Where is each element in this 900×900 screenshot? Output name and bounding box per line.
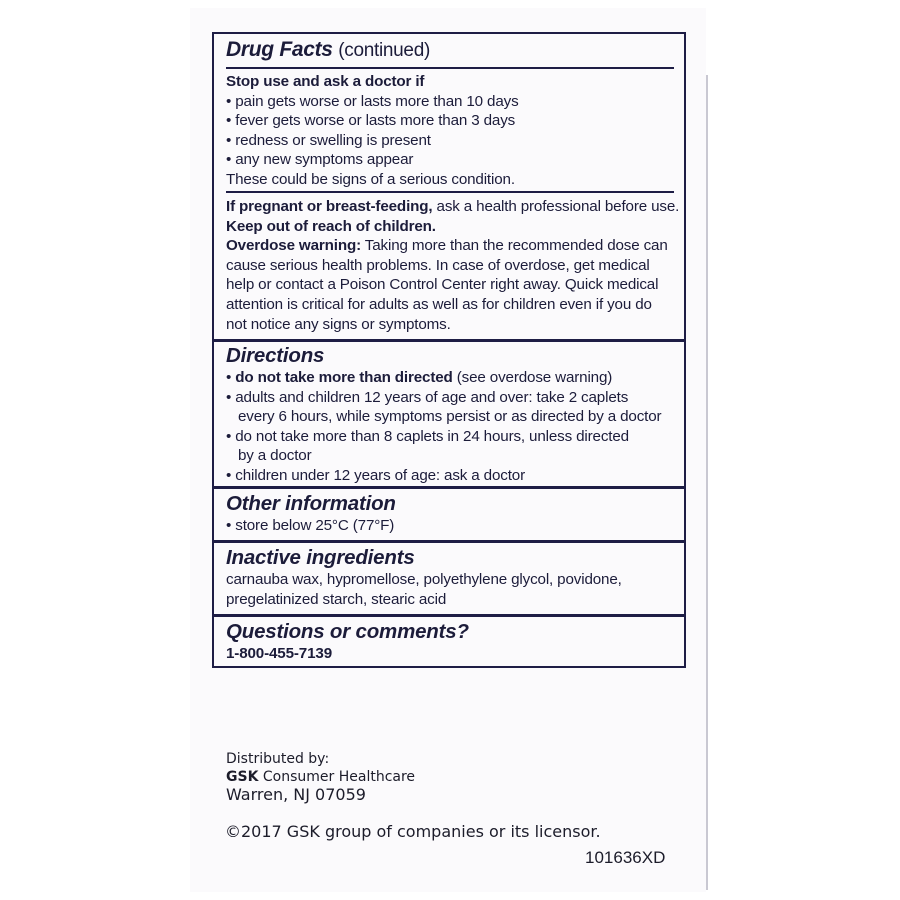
list-item: • pain gets worse or lasts more than 10 days (226, 92, 519, 110)
divider (226, 67, 674, 69)
list-item: • children under 12 years of age: ask a doctor (226, 466, 525, 484)
questions-section (214, 620, 684, 664)
phone-number[interactable]: 1-800-455-7139 (226, 645, 332, 662)
overdose-warning: Overdose warning: Taking more than the recommended dose can (226, 237, 668, 255)
list-item: • redness or swelling is present (226, 131, 431, 149)
section-divider (214, 339, 684, 342)
distributor-name: GSK Consumer Healthcare (226, 769, 416, 785)
list-item: • any new symptoms appear (226, 151, 414, 169)
distributor-block (226, 750, 415, 803)
list-item: • fever gets worse or lasts more than 3 days (226, 112, 516, 130)
directions-section (214, 344, 684, 486)
keep-out-warning: Keep out of reach of children. (226, 217, 436, 235)
overdose-text: attention is critical for adults as well as for children even if you do (226, 295, 652, 313)
list-item-continued: by a doctor (238, 447, 312, 465)
stop-use-heading: Stop use and ask a doctor if (226, 73, 425, 90)
list-item: • adults and children 12 years of age and over: take 2 caplets (226, 388, 629, 406)
product-code: 101636XD (585, 848, 666, 867)
ingredients-text: pregelatinized starch, stearic acid (226, 590, 447, 608)
list-item: • do not take more than 8 caplets in 24 hours, unless directed (226, 427, 629, 445)
stop-use-section (214, 72, 684, 190)
warnings-section (214, 197, 684, 334)
ingredients-text: carnauba wax, hypromellose, polyethylene glycol, povidone, (226, 571, 622, 588)
list-item: • do not take more than directed (see overdose warning) (226, 369, 613, 386)
panel-edge-line (706, 75, 708, 890)
other-info-section (214, 492, 684, 536)
stop-use-closing: These could be signs of a serious condition. (226, 170, 515, 188)
directions-heading: Directions (226, 344, 325, 367)
list-item: • store below 25°C (77°F) (226, 517, 395, 534)
list-item-continued: every 6 hours, while symptoms persist or as directed by a doctor (238, 408, 662, 426)
drug-facts-subtitle: (continued) (338, 40, 430, 61)
section-divider (214, 486, 684, 489)
distributor-address: Warren, NJ 07059 (226, 785, 366, 804)
copyright-text: ©2017 GSK group of companies or its licensor. (225, 822, 601, 841)
section-divider (214, 614, 684, 617)
inactive-ingredients-heading: Inactive ingredients (226, 546, 415, 569)
overdose-text: not notice any signs or symptoms. (226, 315, 451, 333)
divider (226, 191, 674, 193)
other-info-heading: Other information (226, 492, 396, 515)
distributed-label: Distributed by: (226, 751, 330, 767)
inactive-ingredients-section (214, 546, 684, 609)
overdose-text: cause serious health problems. In case of overdose, get medical (226, 256, 650, 274)
drug-facts-title: Drug Facts (226, 38, 333, 61)
questions-heading: Questions or comments? (226, 620, 469, 643)
drug-facts-header (214, 37, 684, 64)
overdose-text: help or contact a Poison Control Center right away. Quick medical (226, 276, 659, 294)
drug-facts-box (212, 32, 686, 668)
pregnancy-warning: If pregnant or breast-feeding, ask a health professional before use. (226, 198, 680, 215)
section-divider (214, 540, 684, 543)
